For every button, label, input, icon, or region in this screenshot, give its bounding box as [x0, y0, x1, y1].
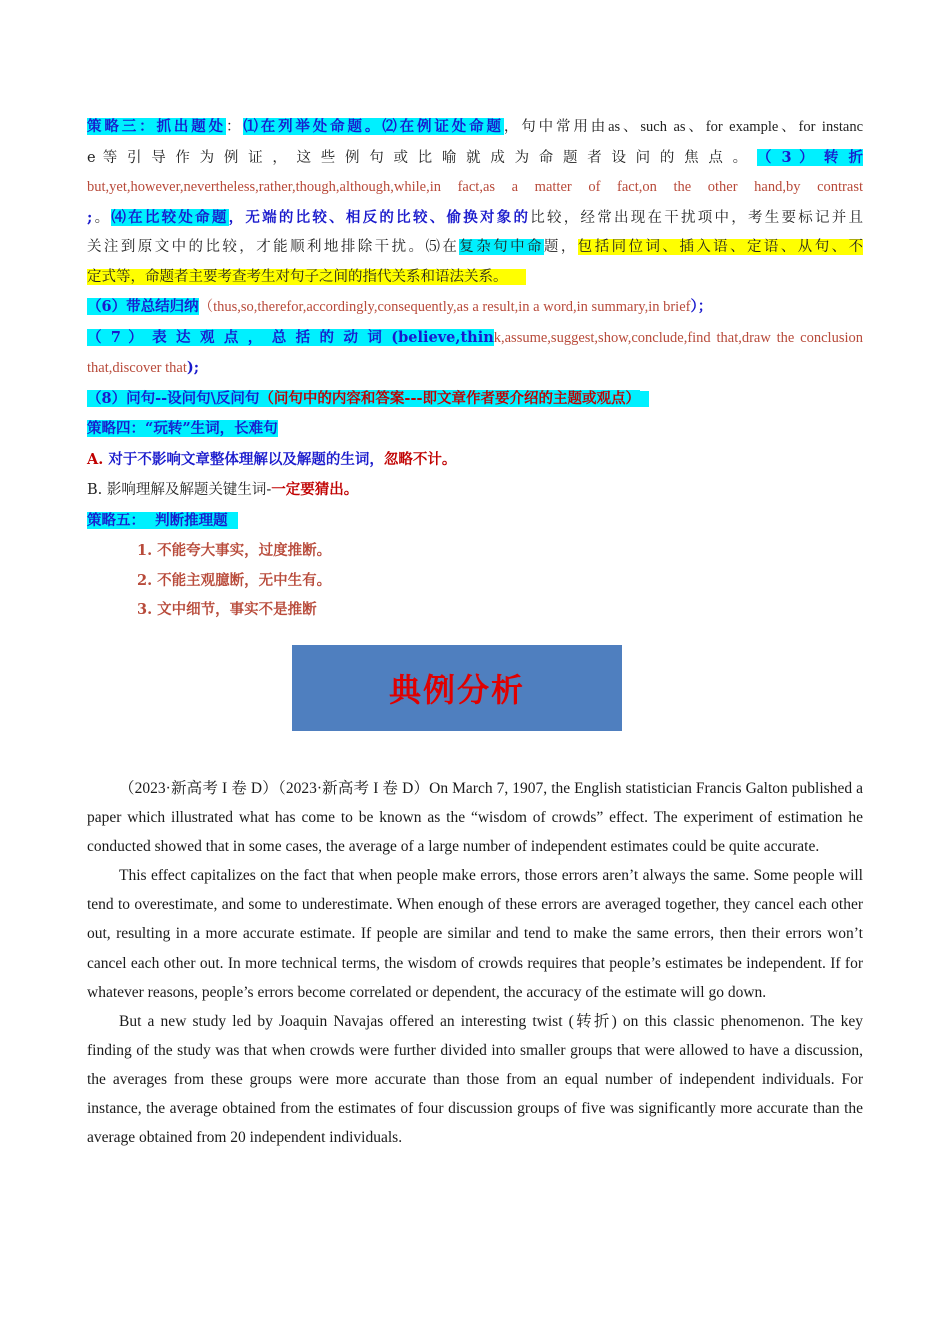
point-1-2: ⑴在列举处命题。⑵在例证处命题 — [243, 118, 504, 135]
reading-passage — [87, 774, 863, 1152]
strategy5-item: 1. 不能夸大事实，过度推断。 — [137, 542, 332, 559]
strategy4-item-a: A. 对于不影响文章整体理解以及解题的生词，忽略不计。 — [87, 450, 457, 468]
strategy4-title: 策略四：“玩转”生词，长难句 — [87, 420, 278, 437]
strategy3-title: 策略三：抓出题处 — [87, 118, 226, 135]
strategy3-line-2: e 等 引 导 作 为 例 证 ， 这 些 例 句 或 比 喻 就 成 为 命 题 者 设 问 的 焦 点 。 （ 3 ） 转 折 — [87, 148, 864, 166]
strategy5-item: 2. 不能主观臆断，无中生有。 — [137, 571, 332, 589]
banner-title: 典例分析 — [388, 671, 525, 709]
strategy3-line-1: 策略三：抓出题处：⑴在列举处命题。⑵在例证处命题，句中常用由as、such as、for example、for instanc — [87, 118, 863, 135]
passage-paragraph-2: This effect capitalizes on the fact that when people make errors, those errors aren’t always the same. Some people will tend to overestimate, and some to underestimate. When enough of these errors are averaged together, they cancel each other out, resulting in a more accurate estimate. If people are similar and tend to make the same errors, then their errors won’t cancel each other out. In more technical terms, the wisdom of crowds requires that people’s estimates be independent. If for whatever reasons, people’s errors become correlated or dependent, the accuracy of the estimate will go down. — [87, 867, 863, 1001]
strategy3-line-8: （ 7 ） 表 达 观 点 ， 总 括 的 动 词 (believe,think,assume,suggest,show,conclude,find that,draw the conclusion — [87, 328, 863, 346]
point-4: ⑷在比较处命题 — [111, 208, 229, 226]
strategy5-item: 3. 文中细节，事实不是推断 — [137, 601, 317, 618]
point-5: 复杂句中命 — [459, 239, 544, 255]
turning-words: but,yet,however,nevertheless,rather,though,although,while,in fact,as a matter of fact,on the other hand,by contrast — [87, 179, 863, 195]
strategy3-line-5: 关注到原文中的比较，才能顺利地排除干扰。⑸在复杂句中命题，包括同位词、插入语、定语、从句、不 — [87, 239, 864, 255]
strategy5-title: 策略五： 判断推理题 — [87, 511, 238, 529]
strategy3-line-4: ;。⑷在比较处命题，无端的比较、相反的比较、偷换对象的比较，经常出现在干扰项中，考生要标记并且 — [87, 208, 864, 226]
point-7: （ 7 ） 表 达 观 点 ， 总 括 的 动 词 (believe,thin — [87, 328, 494, 346]
point-8: （8）问句--设问句\反问句 — [87, 389, 260, 407]
strategy4-title-line — [87, 414, 863, 445]
point-6: （6）带总结归纳 — [87, 298, 199, 315]
strategy3-line-6: 定式等，命题者主要考查考生对句子之间的指代关系和语法关系。 — [87, 263, 863, 293]
strategy3-line-7: （6）带总结归纳（thus,so,therefor,accordingly,consequently,as a result,in a word,in summary,in brief）； — [87, 298, 713, 315]
strategy5-title-line — [87, 506, 863, 537]
strategy3-line-9: that,discover that); — [87, 359, 200, 376]
passage-paragraph-3: But a new study led by Joaquin Navajas offered an interesting twist (转折) on this classic phenomenon. The key finding of the study was that when crowds were further divided into smaller groups that were allowed to have a discussion, the averages from these groups were more accurate than those from an equal number of independent individuals. For instance, the average obtained from the estimates of four discussion groups of five was significantly more accurate than the average obtained from 20 independent individuals. — [87, 1012, 863, 1147]
example-analysis-banner — [292, 645, 622, 731]
strategy-notes — [87, 112, 863, 625]
strategy4-item-b: B. 影响理解及解题关键生词-一定要猜出。 — [87, 481, 359, 498]
point-3-turn: （ 3 ） 转 折 — [756, 148, 864, 166]
strategy3-line-10: （8）问句--设问句\反问句（问句中的内容和答案---即文章作者要介绍的主题或观点） — [87, 384, 863, 415]
passage-paragraph-1: （2023·新高考 I 卷 D）（2023·新高考 I 卷 D）On March 7, 1907, the English statistician Francis Galton published a paper which illustrated what has come to be known as the “wisdom of crowds” effect. The experiment of estimation he conducted showed that in some cases, the average of a large number of independent estimates could be quite accurate. — [87, 780, 863, 856]
